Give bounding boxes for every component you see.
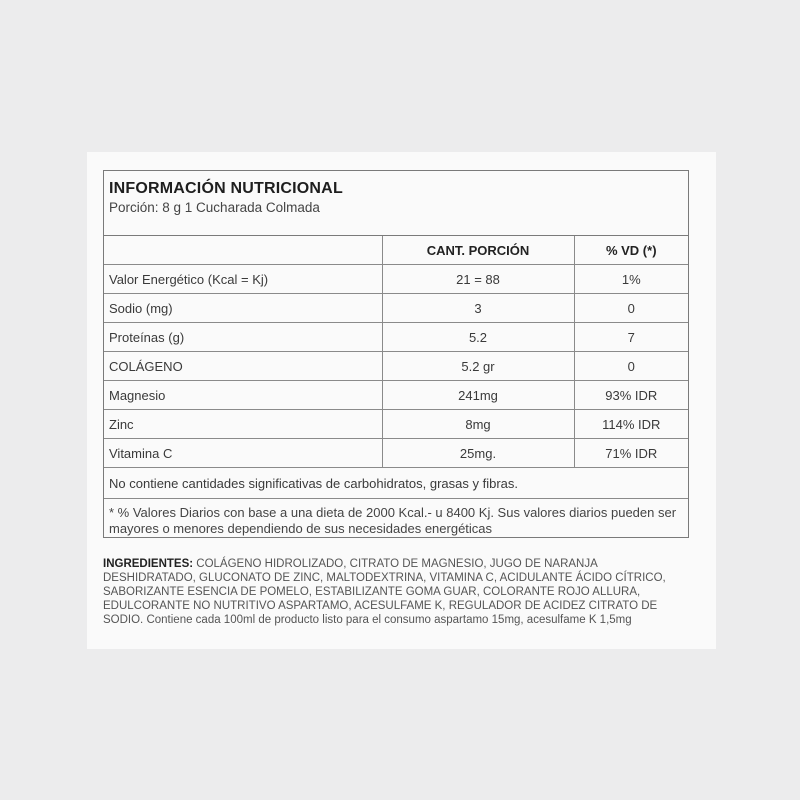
nutrient-quantity: 3: [382, 294, 574, 323]
nutrient-vd: 1%: [574, 265, 688, 294]
table-row: [104, 410, 688, 439]
nutrient-table: [104, 236, 688, 499]
column-header-vd: % VD (*): [574, 236, 688, 265]
daily-values-footnote: * % Valores Diarios con base a una dieta de 2000 Kcal.- u 8400 Kj. Sus valores diarios pueden ser mayores o menores dependiendo de sus necesidades energéticas: [109, 505, 677, 536]
nutrient-name: Sodio (mg): [104, 294, 382, 323]
portion-size: Porción: 8 g 1 Cucharada Colmada: [109, 200, 320, 215]
nutrient-vd: 0: [574, 352, 688, 381]
nutrient-quantity: 8mg: [382, 410, 574, 439]
ingredients-list: COLÁGENO HIDROLIZADO, CITRATO DE MAGNESIO, JUGO DE NARANJA DESHIDRATADO, GLUCONATO DE ZINC, MALTODEXTRINA, VITAMINA C, ACIDULANTE ÁCIDO CÍTRICO, SABORIZANTE ESENCIA DE POMELO, ESTABILIZANTE GOMA GUAR, COLORANTE ROJO ALLURA, EDULCORANTE NO NUTRITIVO ASPARTAMO, ACESULFAME K, REGULADOR DE ACIDEZ CITRATO DE SODIO. Contiene cada 100ml de producto listo para el consumo aspartamo 15mg, acesulfame K 1,5mg: [103, 558, 666, 626]
nutrient-vd: 71% IDR: [574, 439, 688, 468]
nutrient-name: Magnesio: [104, 381, 382, 410]
table-row: [104, 439, 688, 468]
table-row: [104, 381, 688, 410]
nutrient-quantity: 5.2: [382, 323, 574, 352]
nutrient-quantity: 21 = 88: [382, 265, 574, 294]
table-row: [104, 294, 688, 323]
no-significant-note-row: [104, 468, 688, 499]
nutrition-header: [104, 171, 688, 236]
column-header-quantity: CANT. PORCIÓN: [382, 236, 574, 265]
table-row: [104, 265, 688, 294]
nutrient-quantity: 25mg.: [382, 439, 574, 468]
nutrition-title: INFORMACIÓN NUTRICIONAL: [109, 180, 343, 197]
product-label-card: [87, 152, 716, 649]
nutrient-quantity: 241mg: [382, 381, 574, 410]
nutrient-vd: 7: [574, 323, 688, 352]
column-header-nutrient: [104, 236, 382, 265]
nutrient-quantity: 5.2 gr: [382, 352, 574, 381]
nutrition-facts-table: [103, 170, 689, 538]
table-header-row: [104, 236, 688, 265]
nutrient-name: Vitamina C: [104, 439, 382, 468]
nutrient-name: COLÁGENO: [104, 352, 382, 381]
no-significant-note: No contiene cantidades significativas de carbohidratos, grasas y fibras.: [104, 468, 688, 499]
nutrient-name: Valor Energético (Kcal = Kj): [104, 265, 382, 294]
nutrient-vd: 0: [574, 294, 688, 323]
ingredients-section: [103, 557, 693, 627]
ingredients-heading: INGREDIENTES:: [103, 558, 194, 570]
nutrient-vd: 114% IDR: [574, 410, 688, 439]
nutrient-name: Zinc: [104, 410, 382, 439]
nutrient-vd: 93% IDR: [574, 381, 688, 410]
nutrient-name: Proteínas (g): [104, 323, 382, 352]
table-row: [104, 352, 688, 381]
table-row: [104, 323, 688, 352]
